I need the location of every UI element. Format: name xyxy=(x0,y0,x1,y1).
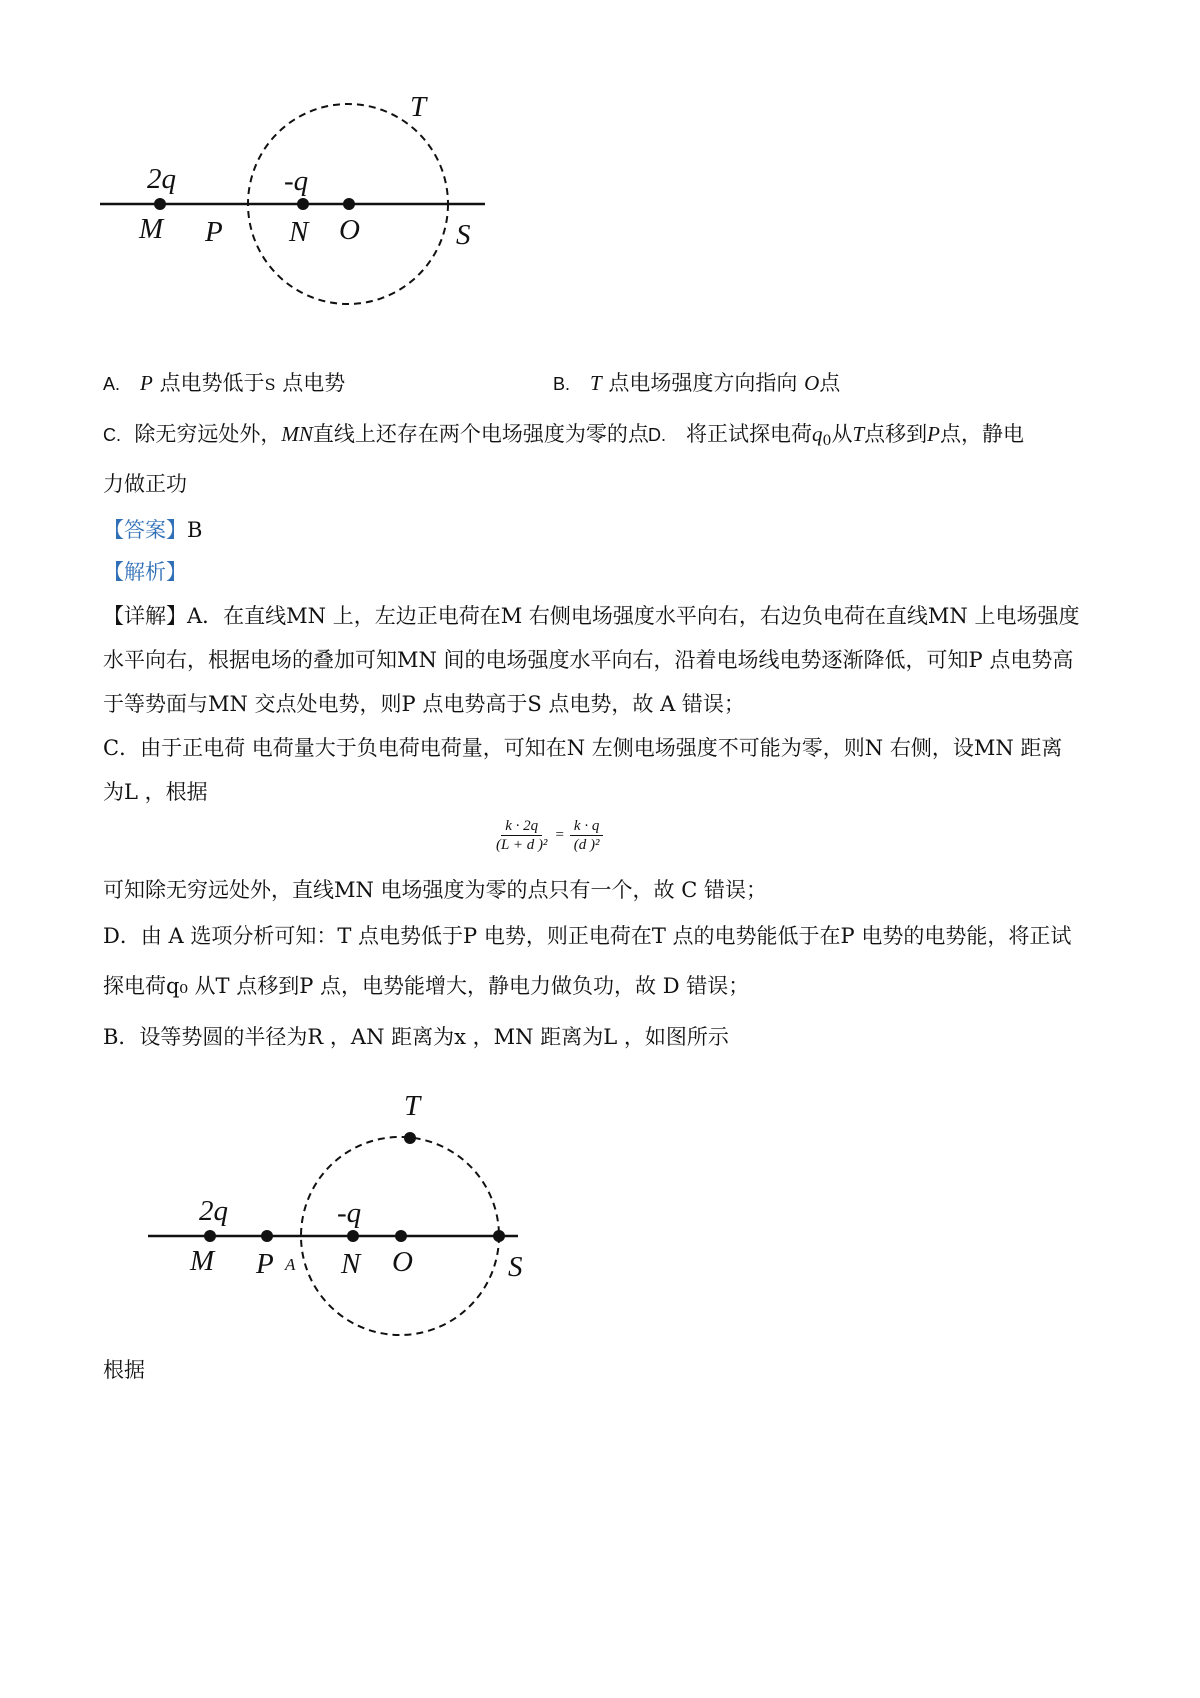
label-n: N xyxy=(289,216,309,248)
label-t-2: T xyxy=(404,1090,421,1122)
option-b-letter: B. xyxy=(553,374,571,394)
option-d-letter: D. xyxy=(648,425,666,445)
label-s: S xyxy=(456,219,471,251)
label-s-2: S xyxy=(508,1251,523,1283)
option-a[interactable]: A. P 点电势低于S 点电势 xyxy=(103,371,346,395)
label-t: T xyxy=(410,91,427,123)
point-m xyxy=(154,198,166,210)
detail-c-line3: 可知除无穷远处外，直线MN 电场强度为零的点只有一个，故 C 错误； xyxy=(103,878,767,902)
label-a-2: A xyxy=(285,1255,296,1274)
point-n-2 xyxy=(347,1230,359,1242)
label-n-2: N xyxy=(341,1248,361,1280)
option-d[interactable]: D. 将正试探电荷$q_0$从T点移到P点，静电 xyxy=(648,422,1024,449)
detail-last: 根据 xyxy=(103,1358,145,1382)
formula xyxy=(494,817,603,854)
point-s-2 xyxy=(493,1230,505,1242)
point-m-2 xyxy=(204,1230,216,1242)
formula-equals: = xyxy=(555,827,564,843)
label-o: O xyxy=(339,214,360,246)
detail-c-line2: 为L ，根据 xyxy=(103,780,208,804)
detail-d-line2: 探电荷q₀ 从T 点移到P 点，电势能增大，静电力做负功，故 D 错误； xyxy=(103,974,750,998)
detail-c-line1: C．由于正电荷 电荷量大于负电荷电荷量，可知在N 左侧电场强度不可能为零，则N 右侧，设MN 距离 xyxy=(103,736,1063,760)
option-c-letter: C. xyxy=(103,425,121,445)
option-b[interactable]: B. T 点电场强度方向指向 O点 xyxy=(553,371,841,395)
point-p-2 xyxy=(261,1230,273,1242)
option-c[interactable]: C. 除无穷远处外，MN直线上还存在两个电场强度为零的点 xyxy=(103,422,649,446)
point-o xyxy=(343,198,355,210)
figure-1 xyxy=(0,0,1200,360)
detail-a-line3: 于等势面与MN 交点处电势，则P 点电势高于S 点电势，故 A 错误； xyxy=(103,692,745,716)
detail-d-line1: D．由 A 选项分析可知：T 点电势低于P 电势，则正电荷在T 点的电势能低于在P 电势的电势能，将正试 xyxy=(103,924,1072,948)
detail-a-line2: 水平向右，根据电场的叠加可知MN 间的电场强度水平向右，沿着电场线电势逐渐降低，可知P 点电势高 xyxy=(103,648,1074,672)
label-p-2: P xyxy=(256,1248,274,1280)
detail-b-line1: B．设等势圆的半径为R ，AN 距离为x ，MN 距离为L ，如图所示 xyxy=(103,1025,729,1049)
analysis-label: 【解析】 xyxy=(103,560,187,584)
point-o-2 xyxy=(395,1230,407,1242)
charge-n: -q xyxy=(284,165,309,197)
detail-a-line1: 【详解】A．在直线MN 上，左边正电荷在M 右侧电场强度水平向右，右边负电荷在直线MN 上电场强度 xyxy=(103,604,1080,628)
charge-n-2: -q xyxy=(337,1197,362,1229)
figure-2 xyxy=(0,1080,1200,1350)
charge-m: 2q xyxy=(147,163,176,195)
formula-left-fraction: $\frac{k \cdot 2q}{\text{(L + d )²}}$ xyxy=(496,818,548,853)
label-m-2: M xyxy=(190,1245,215,1277)
label-m: M xyxy=(139,213,164,245)
answer-value: B xyxy=(187,518,203,542)
option-d-line2: 力做正功 xyxy=(103,472,187,496)
answer-line xyxy=(103,516,202,544)
option-a-letter: A. xyxy=(103,374,121,394)
label-o-2: O xyxy=(392,1246,413,1278)
point-n xyxy=(297,198,309,210)
point-t xyxy=(404,1132,416,1144)
detail-label: 【详解】 xyxy=(103,604,187,628)
charge-m-2: 2q xyxy=(199,1195,228,1227)
answer-label: 【答案】 xyxy=(103,518,187,542)
formula-right-fraction: $\frac{k \cdot q}{\text{(d )²}}$ xyxy=(570,817,603,854)
label-p: P xyxy=(205,216,223,248)
